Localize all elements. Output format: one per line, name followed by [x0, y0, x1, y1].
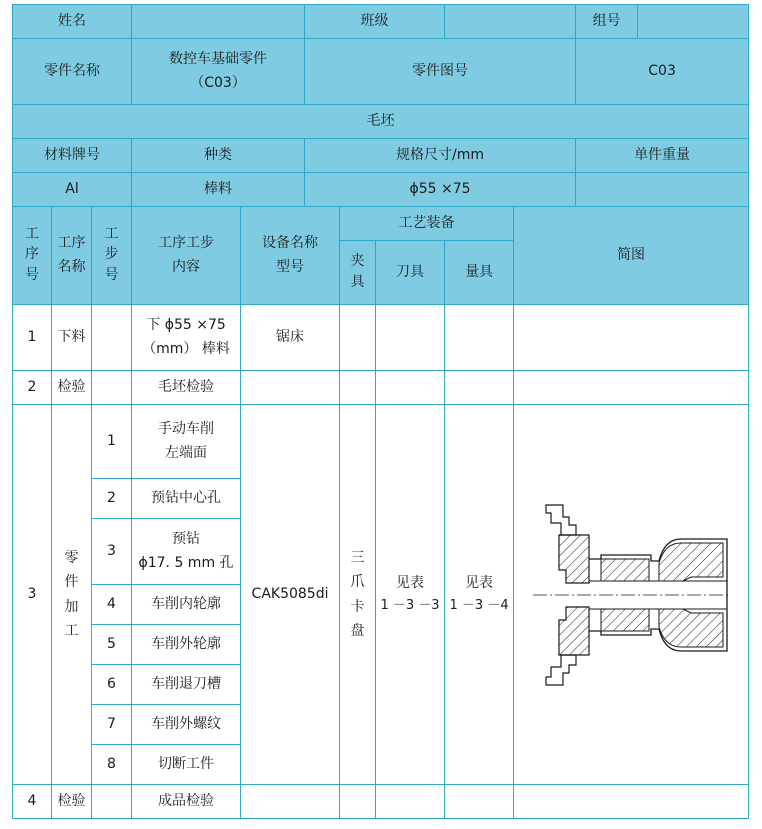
step-no: 1: [92, 405, 132, 479]
row2-content: 毛坯检验: [132, 371, 241, 405]
step-no: 3: [92, 519, 132, 585]
row2-no: 2: [13, 371, 52, 405]
material-label: 材料牌号: [13, 139, 132, 173]
row3-name: 零件加工: [52, 405, 92, 785]
name-value[interactable]: [132, 5, 305, 39]
step-no: 8: [92, 745, 132, 785]
row4-fixture: [340, 785, 376, 819]
row2-name: 检验: [52, 371, 92, 405]
step-content: 车削外轮廓: [132, 625, 241, 665]
col-sketch: 简图: [514, 207, 749, 305]
row3-no: 3: [13, 405, 52, 785]
group-value[interactable]: [638, 5, 749, 39]
col-gauge: 量具: [445, 241, 514, 305]
type-label: 种类: [132, 139, 305, 173]
step-no: 4: [92, 585, 132, 625]
row3-equipment: CAK5085di: [241, 405, 340, 785]
col-step-name: 工序名称: [52, 207, 92, 305]
col-tooling: 工艺装备: [340, 207, 514, 241]
row2-sub: [92, 371, 132, 405]
row3-fixture: 三爪卡盘: [340, 405, 376, 785]
step-content: 车削退刀槽: [132, 665, 241, 705]
row4-sub: [92, 785, 132, 819]
workpiece-section-lower: [601, 609, 649, 631]
workpiece-section-upper: [601, 559, 649, 581]
row3-gauge: 见表 1 －3 －4: [445, 405, 514, 785]
weight-value: [576, 173, 749, 207]
blank-section-title: 毛坯: [13, 105, 749, 139]
row4-no: 4: [13, 785, 52, 819]
row1-sketch: [514, 305, 749, 371]
row2-equipment: [241, 371, 340, 405]
drawing-no-value: C03: [576, 39, 749, 105]
step-no: 2: [92, 479, 132, 519]
col-equipment: 设备名称 型号: [241, 207, 340, 305]
spec-value: ϕ55 ×75: [305, 173, 576, 207]
class-label: 班级: [305, 5, 445, 39]
spec-label: 规格尺寸/mm: [305, 139, 576, 173]
chuck-jaw-lower: [546, 655, 576, 685]
row4-equipment: [241, 785, 340, 819]
row1-name: 下料: [52, 305, 92, 371]
row2-cutter: [376, 371, 445, 405]
group-label: 组号: [576, 5, 638, 39]
step-content: 预钻中心孔: [132, 479, 241, 519]
row4-cutter: [376, 785, 445, 819]
step-no: 5: [92, 625, 132, 665]
row4-gauge: [445, 785, 514, 819]
step-content: 车削内轮廓: [132, 585, 241, 625]
row1-equipment: 锯床: [241, 305, 340, 371]
row1-content: 下 ϕ55 ×75 （mm） 棒料: [132, 305, 241, 371]
part-name-value: [132, 39, 305, 105]
col-step-no: 工序号: [13, 207, 52, 305]
part-sketch-cell: [514, 405, 749, 785]
col-sub-no: 工步号: [92, 207, 132, 305]
step-content: 车削外螺纹: [132, 705, 241, 745]
row3-cutter: 见表 1 －3 －3: [376, 405, 445, 785]
part-name-code: （C03）: [190, 74, 246, 91]
workpiece-head-upper: [659, 543, 723, 581]
step-no: 7: [92, 705, 132, 745]
row1-cutter: [376, 305, 445, 371]
class-value[interactable]: [445, 5, 576, 39]
name-label: 姓名: [13, 5, 132, 39]
part-name-label: 零件名称: [13, 39, 132, 105]
row1-fixture: [340, 305, 376, 371]
col-content: 工序工步 内容: [132, 207, 241, 305]
type-value: 棒料: [132, 173, 305, 207]
chuck-body-lower: [559, 607, 589, 655]
workpiece-head-lower: [659, 609, 723, 647]
step-content: 预钻 ϕ17. 5 mm 孔: [132, 519, 241, 585]
step-content: 手动车削 左端面: [132, 405, 241, 479]
chuck-jaw-upper: [546, 505, 576, 535]
row2-fixture: [340, 371, 376, 405]
part-sketch-drawing: [531, 495, 731, 695]
chuck-body-upper: [559, 535, 589, 583]
row4-sketch: [514, 785, 749, 819]
row4-content: 成品检验: [132, 785, 241, 819]
row4-name: 检验: [52, 785, 92, 819]
row1-gauge: [445, 305, 514, 371]
weight-label: 单件重量: [576, 139, 749, 173]
col-fixture: 夹具: [340, 241, 376, 305]
row1-no: 1: [13, 305, 52, 371]
row2-gauge: [445, 371, 514, 405]
material-value: Al: [13, 173, 132, 207]
row2-sketch: [514, 371, 749, 405]
step-content: 切断工件: [132, 745, 241, 785]
col-cutter: 刀具: [376, 241, 445, 305]
part-name-text: 数控车基础零件: [169, 51, 268, 68]
drawing-no-label: 零件图号: [305, 39, 576, 105]
row1-sub: [92, 305, 132, 371]
step-no: 6: [92, 665, 132, 705]
process-card-table: [12, 4, 749, 819]
